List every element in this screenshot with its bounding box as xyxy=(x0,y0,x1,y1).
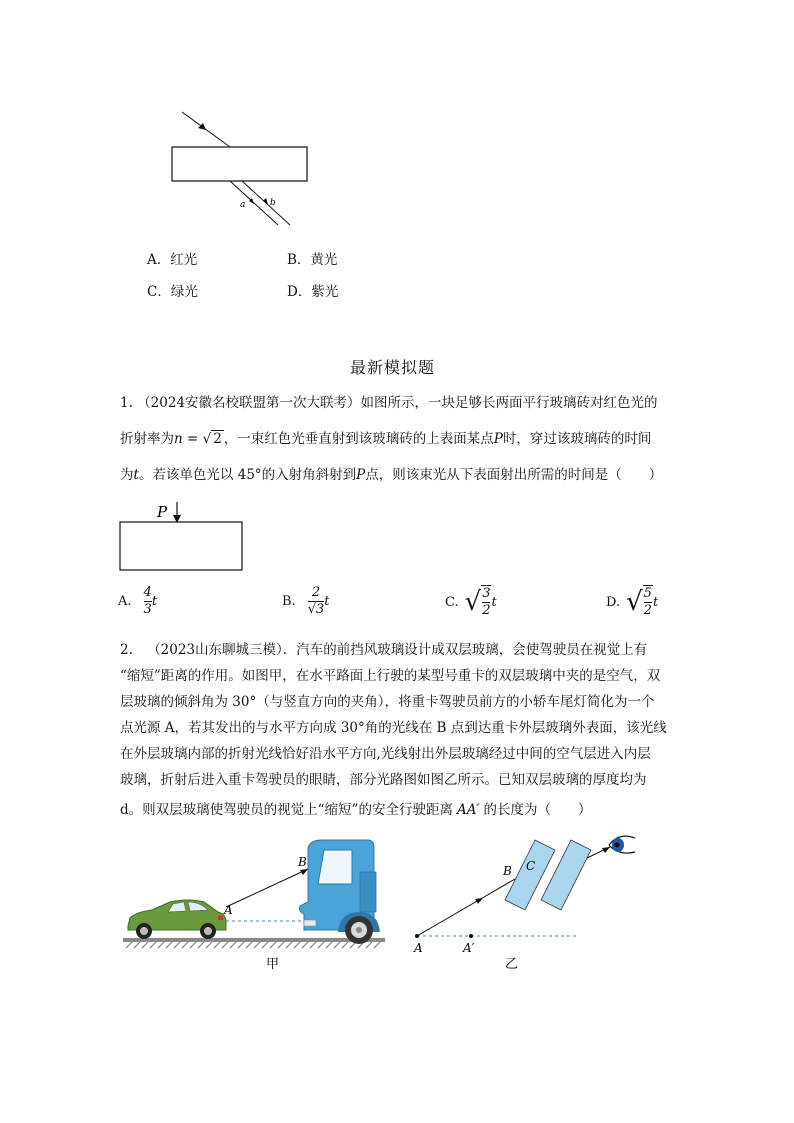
jia-label-b: B xyxy=(298,855,307,869)
jia-caption: 甲 xyxy=(266,957,280,972)
jia-label-a: A xyxy=(224,903,233,917)
ray-b xyxy=(242,181,290,225)
q1-line1-text: （2024安徽名校联盟第一次大联考）如图所示，一块足够长两面平行玻璃砖对红色光的 xyxy=(137,395,658,411)
q2-number: 2. xyxy=(120,642,133,658)
yi-label-a: A xyxy=(414,941,423,955)
incident-ray xyxy=(182,112,230,147)
yi-caption: 乙 xyxy=(505,957,519,972)
q1-line3: 为t。若该单色光以 45°的入射角斜射到P点，则该束光从下表面射出所需的时间是（ ） xyxy=(120,467,663,483)
q1-n-equation: n = xyxy=(174,431,203,447)
q1-option-d: D. √ $\frac{5}{2}$ t xyxy=(606,586,659,618)
glass-slab xyxy=(172,147,307,181)
section-title: 最新模拟题 xyxy=(350,358,436,377)
q1-option-a: A. $\frac{4}{3}$ t xyxy=(118,585,158,617)
q1-line2: 折射率为n = √ 2 ，一束红色光垂直射到该玻璃砖的上表面某点P时，穿过该玻璃砖的时间 xyxy=(120,431,652,447)
q1-option-b: B. $\frac{2}{√3}$ t xyxy=(282,585,330,617)
figure-jia xyxy=(118,832,393,972)
yi-label-b: B xyxy=(503,864,512,878)
prev-option-b: B．黄光 xyxy=(287,252,338,268)
q1-figure xyxy=(115,498,250,576)
prev-option-c: C．绿光 xyxy=(147,284,198,300)
ground-hatch xyxy=(126,942,380,948)
yi-eye-arrow xyxy=(602,847,610,853)
yi-point-a-prime xyxy=(469,934,473,938)
yi-ray-ab xyxy=(417,879,515,936)
q2-line5: 在外层玻璃内部的折射光线恰好沿水平方向,光线射出外层玻璃经过中间的空气层进入内层 xyxy=(120,746,651,762)
q1-fig-label-p: P xyxy=(157,503,168,521)
q2-line4: 点光源 A，若其发出的与水平方向成 30°角的光线在 B 点到达重卡外层玻璃外表面，该光线 xyxy=(120,720,667,736)
q1-n-sqrt: √ 2 xyxy=(202,431,222,447)
yi-label-a-prime: A′ xyxy=(463,941,475,955)
q2-line7: d。则双层玻璃使驾驶员的视觉上“缩短”的安全行驶距离 AA′ 的长度为（ ） xyxy=(120,802,592,818)
q2-line2: “缩短”距离的作用。如图甲，在水平路面上行驶的某型号重卡的双层玻璃中夹的是空气，双 xyxy=(120,668,661,684)
truck xyxy=(300,840,381,944)
q1-option-c: C. √ $\frac{3}{2}$ t xyxy=(445,586,497,618)
label-b: b xyxy=(270,198,276,208)
yi-ray-arrow xyxy=(475,898,483,904)
figure-yi xyxy=(405,828,645,973)
q1-glass-block xyxy=(120,522,242,570)
jia-ray-arrow xyxy=(300,869,308,875)
prev-option-a: A．红光 xyxy=(147,252,198,268)
q2-line1: 2. （2023山东聊城三模）．汽车的前挡风玻璃设计成双层玻璃，会使驾驶员在视觉上有 xyxy=(120,642,648,658)
yi-label-c: C xyxy=(526,859,536,873)
top-refraction-figure xyxy=(160,100,330,230)
jia-ray-ab xyxy=(226,869,308,907)
eye-icon xyxy=(609,836,635,853)
q2-line6: 玻璃，折射后进入重卡驾驶员的眼睛，部分光路图如图乙所示。已知双层玻璃的厚度均为 xyxy=(120,772,647,788)
label-a: a xyxy=(240,200,246,210)
prev-option-d: D．紫光 xyxy=(287,284,339,300)
ground xyxy=(123,938,385,942)
car xyxy=(128,900,226,939)
q1-number: 1. xyxy=(120,395,133,411)
q2-line3: 层玻璃的倾斜角为 30°（与竖直方向的夹角），将重卡驾驶员前方的小轿车尾灯简化为一个 xyxy=(120,694,655,710)
q1-line1 xyxy=(120,393,658,413)
